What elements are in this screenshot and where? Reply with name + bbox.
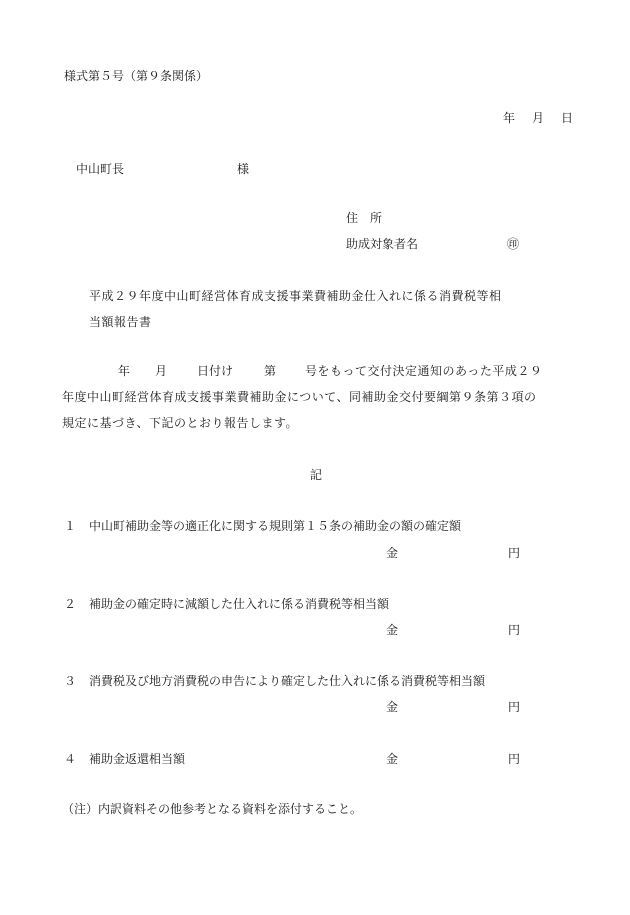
addressee-name: 中山町長: [76, 162, 125, 176]
item-yen: 円: [508, 752, 521, 766]
body-number-suffix: 号をもって交付決定通知のあった平成２９: [305, 364, 543, 378]
form-label: 様式第５号（第９条関係）: [64, 69, 209, 83]
item-text: 中山町補助金等の適正化に関する規則第１５条の補助金の額の確定額: [89, 519, 462, 533]
report-title-line2: 当額報告書: [89, 315, 152, 329]
item-number: ４: [64, 752, 77, 766]
item-number: ２: [64, 597, 77, 611]
body-year-blank: 年: [118, 364, 131, 378]
date-year: 年: [503, 111, 516, 125]
footnote: （注）内訳資料その他参考となる資料を添付すること。: [62, 802, 363, 816]
item-kin: 金: [386, 546, 399, 560]
body-line3: 規定に基づき、下記のとおり報告します。: [62, 416, 299, 430]
item-text: 補助金返還相当額: [89, 752, 186, 766]
ki-heading: 記: [310, 468, 323, 482]
date-day: 日: [561, 111, 574, 125]
applicant-name-label: 助成対象者名: [346, 237, 419, 251]
body-line2: 年度中山町経営体育成支援事業費補助金について、同補助金交付要綱第９条第３項の: [62, 390, 537, 404]
item-number: １: [64, 519, 77, 533]
applicant-address-label: 住 所: [346, 211, 383, 225]
item-text: 消費税及び地方消費税の申告により確定した仕入れに係る消費税等相当額: [89, 674, 486, 688]
item-yen: 円: [508, 700, 521, 714]
item-yen: 円: [508, 623, 521, 637]
seal-mark: ㊞: [507, 237, 520, 251]
item-kin: 金: [386, 623, 399, 637]
body-dated: 日付け: [197, 364, 234, 378]
item-number: ３: [64, 674, 77, 688]
body-month-blank: 月: [155, 364, 168, 378]
date-month: 月: [532, 111, 545, 125]
item-kin: 金: [386, 700, 399, 714]
body-number-prefix: 第: [264, 364, 277, 378]
addressee-honorific: 様: [237, 162, 250, 176]
report-title-line1: 平成２９年度中山町経営体育成支援事業費補助金仕入れに係る消費税等相: [89, 289, 502, 303]
item-yen: 円: [508, 546, 521, 560]
item-kin: 金: [386, 752, 399, 766]
item-text: 補助金の確定時に減額した仕入れに係る消費税等相当額: [89, 597, 390, 611]
